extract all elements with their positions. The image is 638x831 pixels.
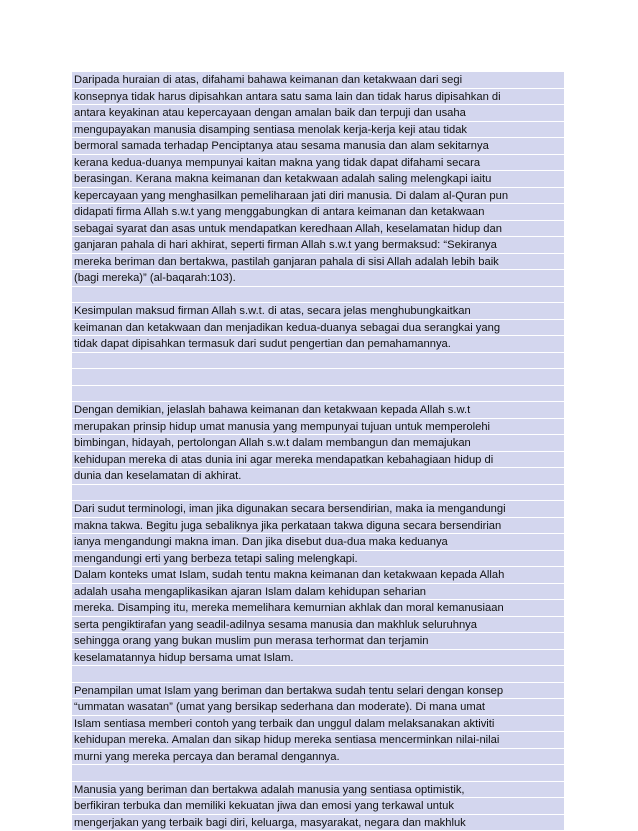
text-line: sebagai syarat dan asas untuk mendapatkan keredhaan Allah, keselamatan hidup dan [72,221,564,238]
paragraph [72,782,564,831]
text-line: Dari sudut terminologi, iman jika digunakan secara bersendirian, maka ia mengandungi [72,501,564,518]
text-line: “ummatan wasatan” (umat yang bersikap sederhana dan moderate). Di mana umat [72,699,564,716]
text-line: tidak dapat dipisahkan termasuk dari sudut pengertian dan pemahamannya. [72,336,564,353]
text-line: kepercayaan yang menghasilkan pemeliharaan jati diri manusia. Di dalam al-Quran pun [72,188,564,205]
text-line: Dalam konteks umat Islam, sudah tentu makna keimanan dan ketakwaan kepada Allah [72,567,564,584]
text-line: Manusia yang beriman dan bertakwa adalah manusia yang sentiasa optimistik, [72,782,564,799]
blank-line [72,765,564,782]
text-line: Islam sentiasa memberi contoh yang terbaik dan unggul dalam melaksanakan aktiviti [72,716,564,733]
text-line: ganjaran pahala di hari akhirat, seperti firman Allah s.w.t yang bermaksud: “Sekiranya [72,237,564,254]
text-line: kerana kedua-duanya mempunyai kaitan makna yang tidak dapat difahami secara [72,155,564,172]
text-line: adalah usaha mengaplikasikan ajaran Islam dalam kehidupan seharian [72,584,564,601]
text-line: Dengan demikian, jelaslah bahawa keimanan dan ketakwaan kepada Allah s.w.t [72,402,564,419]
text-line: mengandungi erti yang berbeza tetapi saling melengkapi. [72,551,564,568]
text-line: mengerjakan yang terbaik bagi diri, keluarga, masyarakat, negara dan makhluk [72,815,564,831]
paragraph [72,353,564,403]
text-line: antara keyakinan atau kepercayaan dengan amalan baik dan terpuji dan usaha [72,105,564,122]
paragraph [72,666,564,683]
document-body [72,72,564,831]
paragraph [72,683,564,766]
text-line: bermoral samada terhadap Penciptanya atau sesama manusia dan alam sekitarnya [72,138,564,155]
paragraph [72,485,564,502]
blank-line [72,666,564,683]
blank-line [72,386,564,403]
blank-line [72,369,564,386]
text-line: kehidupan mereka di atas dunia ini agar mereka mendapatkan kebahagiaan hidup di [72,452,564,469]
paragraph [72,303,564,353]
text-line: mereka beriman dan bertakwa, pastilah ganjaran pahala di sisi Allah adalah lebih baik [72,254,564,271]
paragraph [72,765,564,782]
text-line: Daripada huraian di atas, difahami bahawa keimanan dan ketakwaan dari segi [72,72,564,89]
text-line: mengupayakan manusia disamping sentiasa menolak kerja-kerja keji atau tidak [72,122,564,139]
text-line: bimbingan, hidayah, pertolongan Allah s.w.t dalam membangun dan memajukan [72,435,564,452]
text-line: keselamatannya hidup bersama umat Islam. [72,650,564,667]
text-line: konsepnya tidak harus dipisahkan antara satu sama lain dan tidak harus dipisahkan di [72,89,564,106]
text-line: Kesimpulan maksud firman Allah s.w.t. di atas, secara jelas menghubungkaitkan [72,303,564,320]
blank-line [72,353,564,370]
text-line: Penampilan umat Islam yang beriman dan bertakwa sudah tentu selari dengan konsep [72,683,564,700]
text-line: berfikiran terbuka dan memiliki kekuatan jiwa dan emosi yang terkawal untuk [72,798,564,815]
text-line: dunia dan keselamatan di akhirat. [72,468,564,485]
text-line: berasingan. Kerana makna keimanan dan ketakwaan adalah saling melengkapi iaitu [72,171,564,188]
blank-line [72,287,564,304]
text-line: sehingga orang yang bukan muslim pun merasa terhormat dan terjamin [72,633,564,650]
text-line: keimanan dan ketakwaan dan menjadikan kedua-duanya sebagai dua serangkai yang [72,320,564,337]
paragraph [72,402,564,485]
paragraph [72,501,564,666]
text-line: didapati firma Allah s.w.t yang menggabungkan di antara keimanan dan ketakwaan [72,204,564,221]
paragraph [72,72,564,287]
paragraph [72,287,564,304]
text-line: serta pengiktirafan yang seadil-adilnya sesama manusia dan makhluk seluruhnya [72,617,564,634]
text-line: murni yang mereka percaya dan beramal dengannya. [72,749,564,766]
blank-line [72,485,564,502]
text-line: mereka. Disamping itu, mereka memelihara kemurnian akhlak dan moral kemanusiaan [72,600,564,617]
text-line: merupakan prinsip hidup umat manusia yang mempunyai tujuan untuk memperolehi [72,419,564,436]
text-line: makna takwa. Begitu juga sebaliknya jika perkataan takwa diguna secara bersendirian [72,518,564,535]
text-line: kehidupan mereka. Amalan dan sikap hidup mereka sentiasa mencerminkan nilai-nilai [72,732,564,749]
text-line: ianya mengandungi makna iman. Dan jika disebut dua-dua maka keduanya [72,534,564,551]
text-line: (bagi mereka)” (al-baqarah:103). [72,270,564,287]
